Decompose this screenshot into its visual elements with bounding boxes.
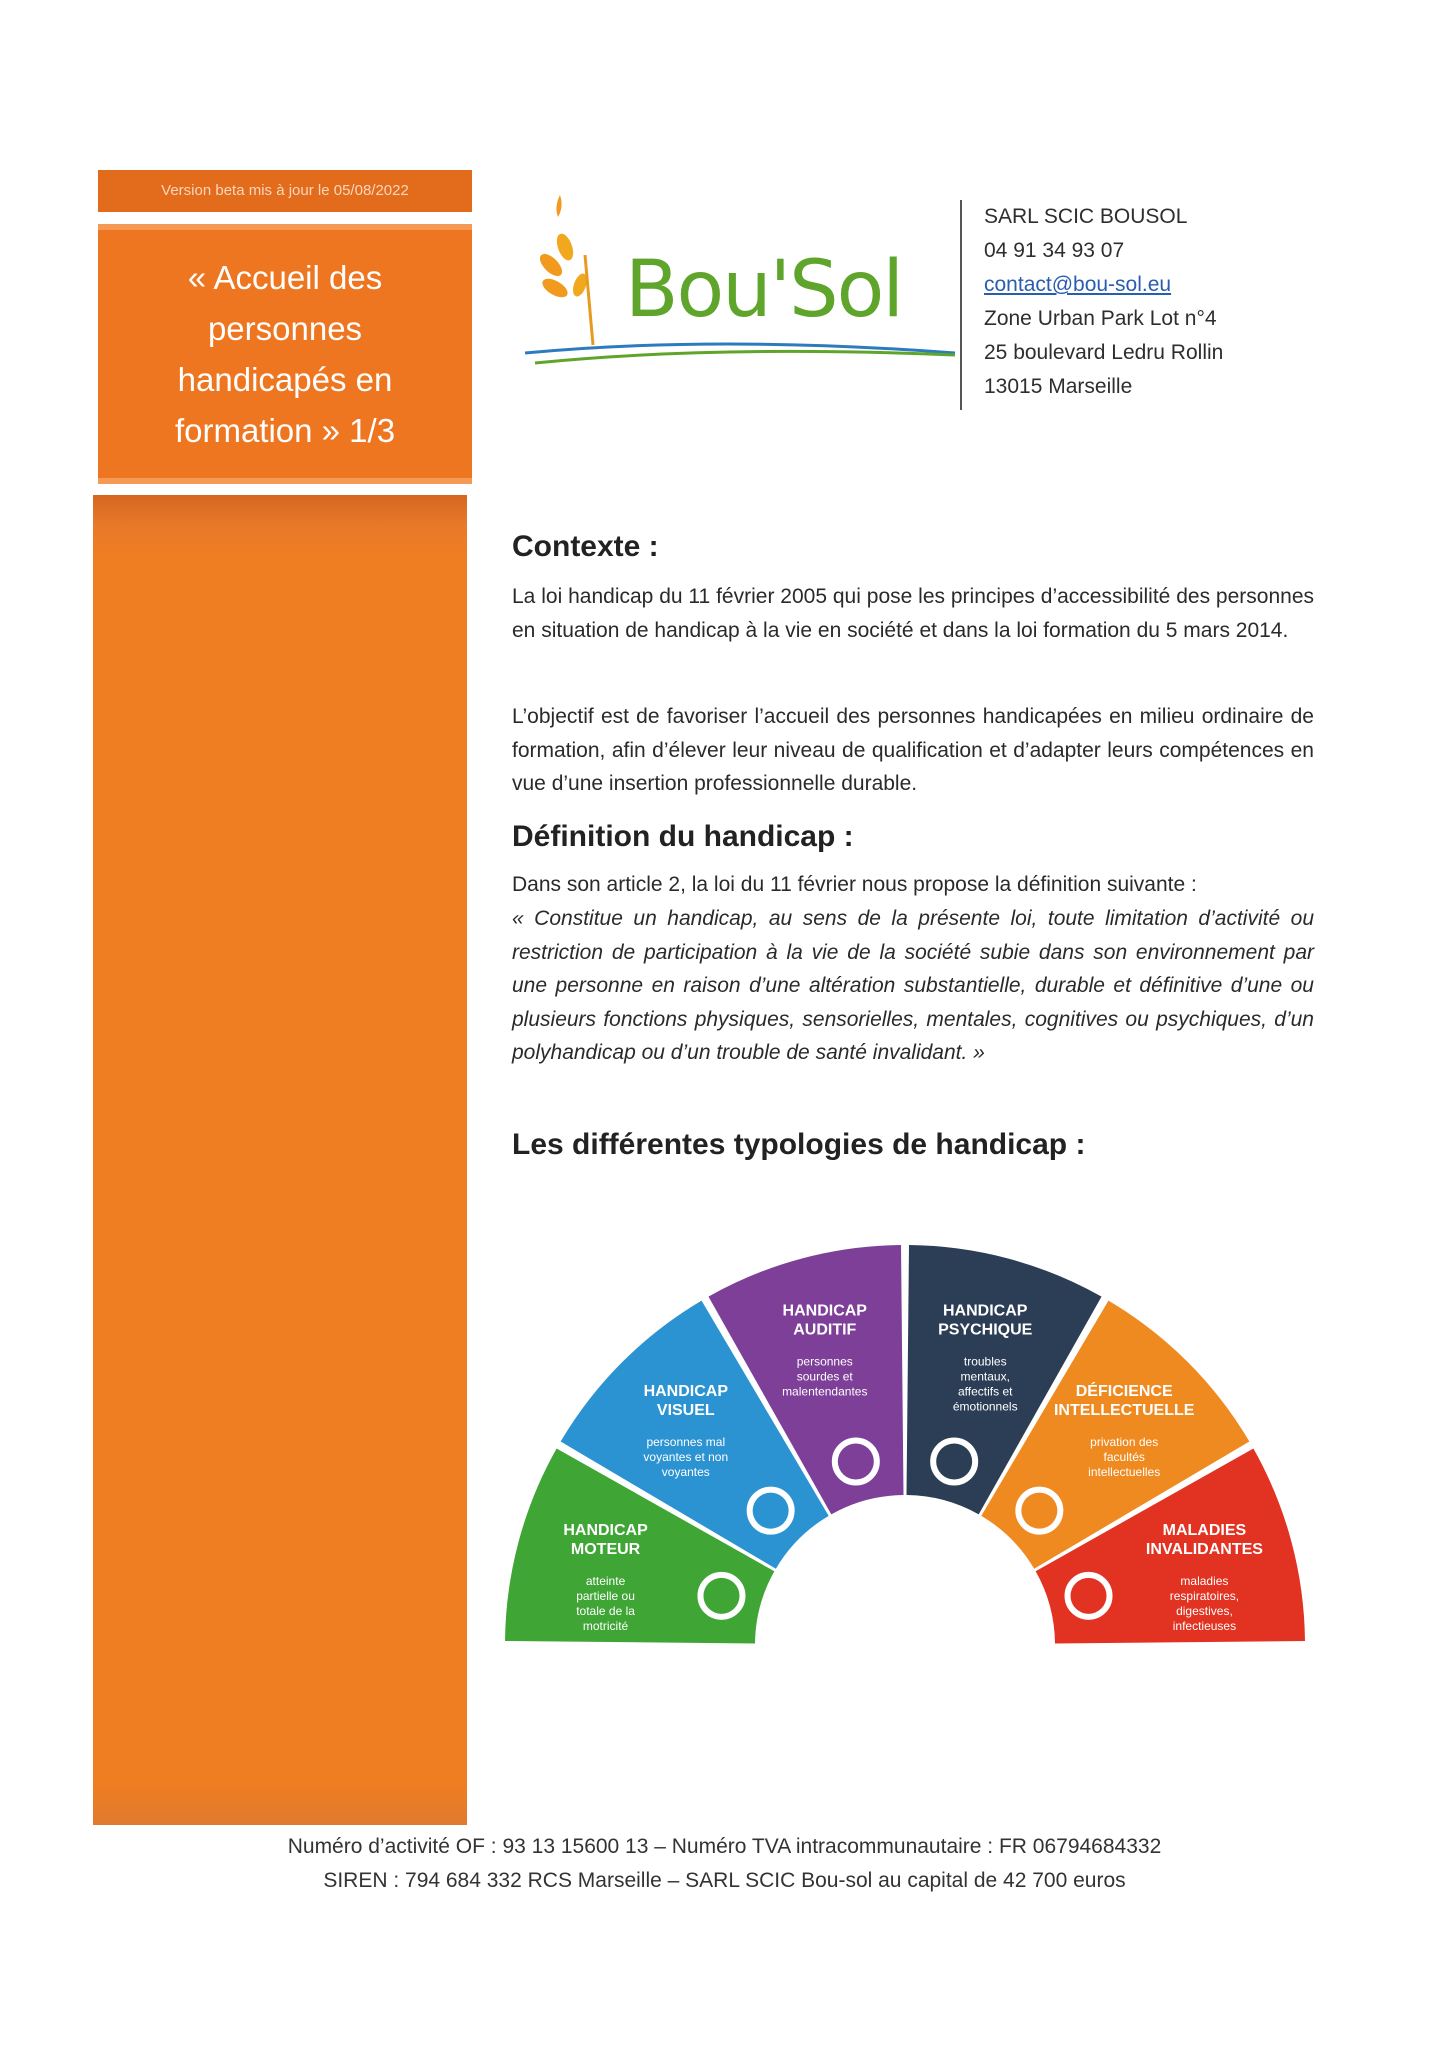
head-icon-inner — [936, 1443, 972, 1479]
address-line-2: 25 boulevard Ledru Rollin — [984, 341, 1224, 364]
definition-quote: « Constitue un handicap, au sens de la présente loi, toute limitation d’activité ou restriction de participation à la vie de la société subie dans son environnement par une personne en raison d’une altération substantielle, durable et définitive d’une ou plusieurs fonctions physiques, sensorielles, mentales, cognitives ou psychiques, d’un polyhandicap ou d’un trouble de santé invalidant. » — [512, 907, 1314, 1064]
definition-intro: Dans son article 2, la loi du 11 février nous propose la définition suivante : — [512, 873, 1197, 896]
typology-title: HANDICAP MOTEUR — [563, 1521, 648, 1558]
bousol-logo-text: Bou'Sol — [625, 245, 903, 335]
typology-desc: personnes mal voyantes et non voyantes — [643, 1434, 729, 1479]
eye-crossed-icon-inner — [753, 1493, 789, 1529]
wheelchair-icon-inner — [703, 1578, 739, 1614]
objectif-paragraph: L’objectif est de favoriser l’accueil des personnes handicapées en milieu ordinaire de formation, afin d’élever leur niveau de qualification et d’adapter leurs compétences en vue d’une insertion professionnelle durable. — [512, 705, 1314, 795]
email-link[interactable]: contact@bou-sol.eu — [984, 273, 1172, 296]
typology-desc: personnes sourdes et malentendantes — [782, 1354, 868, 1399]
typology-title: HANDICAP AUDITIF — [782, 1302, 867, 1339]
handicap-typologies-diagram — [505, 1225, 1305, 1665]
orange-sidebar — [93, 495, 467, 1825]
phone-number: 04 91 34 93 07 — [984, 239, 1125, 262]
typology-title: DÉFICIENCE INTELLECTUELLE — [1053, 1382, 1195, 1419]
contexte-heading: Contexte : — [512, 530, 659, 563]
typology-desc: troubles mentaux, affectifs et émotionnels — [952, 1354, 1018, 1414]
brain-icon-inner — [1021, 1493, 1057, 1529]
typology-desc: atteinte partielle ou totale de la motricité — [576, 1573, 635, 1633]
version-banner: Version beta mis à jour le 05/08/2022 — [98, 170, 472, 212]
address-line-1: Zone Urban Park Lot n°4 — [984, 307, 1217, 330]
contact-block — [960, 200, 1223, 410]
person-pain-icon-inner — [1071, 1578, 1107, 1614]
typology-desc: privation des facultés intellectuelles — [1088, 1434, 1161, 1479]
contexte-paragraph: La loi handicap du 11 février 2005 qui pose les principes d’accessibilité des personnes en situation de handicap à la vie en société et dans la loi formation du 5 mars 2014. — [512, 585, 1314, 642]
footer-line-2: SIREN : 794 684 332 RCS Marseille – SARL SCIC Bou-sol au capital de 42 700 euros — [323, 1869, 1126, 1892]
typology-desc: maladies respiratoires, digestives, infectieuses — [1169, 1573, 1240, 1633]
document-title: « Accueil des personnes handicapés en formation » 1/3 — [174, 259, 396, 449]
typologies-heading: Les différentes typologies de handicap : — [512, 1128, 1086, 1161]
typology-title: HANDICAP VISUEL — [643, 1382, 729, 1419]
typology-title: MALADIES INVALIDANTES — [1145, 1521, 1263, 1558]
ear-icon-inner — [838, 1443, 874, 1479]
typology-title: HANDICAP PSYCHIQUE — [938, 1302, 1033, 1339]
footer — [0, 1830, 1449, 1898]
title-box — [98, 224, 472, 484]
definition-heading: Définition du handicap : — [512, 820, 854, 853]
footer-line-1: Numéro d’activité OF : 93 13 15600 13 – Numéro TVA intracommunautaire : FR 06794684332 — [287, 1835, 1162, 1858]
address-city: 13015 Marseille — [984, 375, 1133, 398]
company-name: SARL SCIC BOUSOL — [984, 205, 1188, 228]
